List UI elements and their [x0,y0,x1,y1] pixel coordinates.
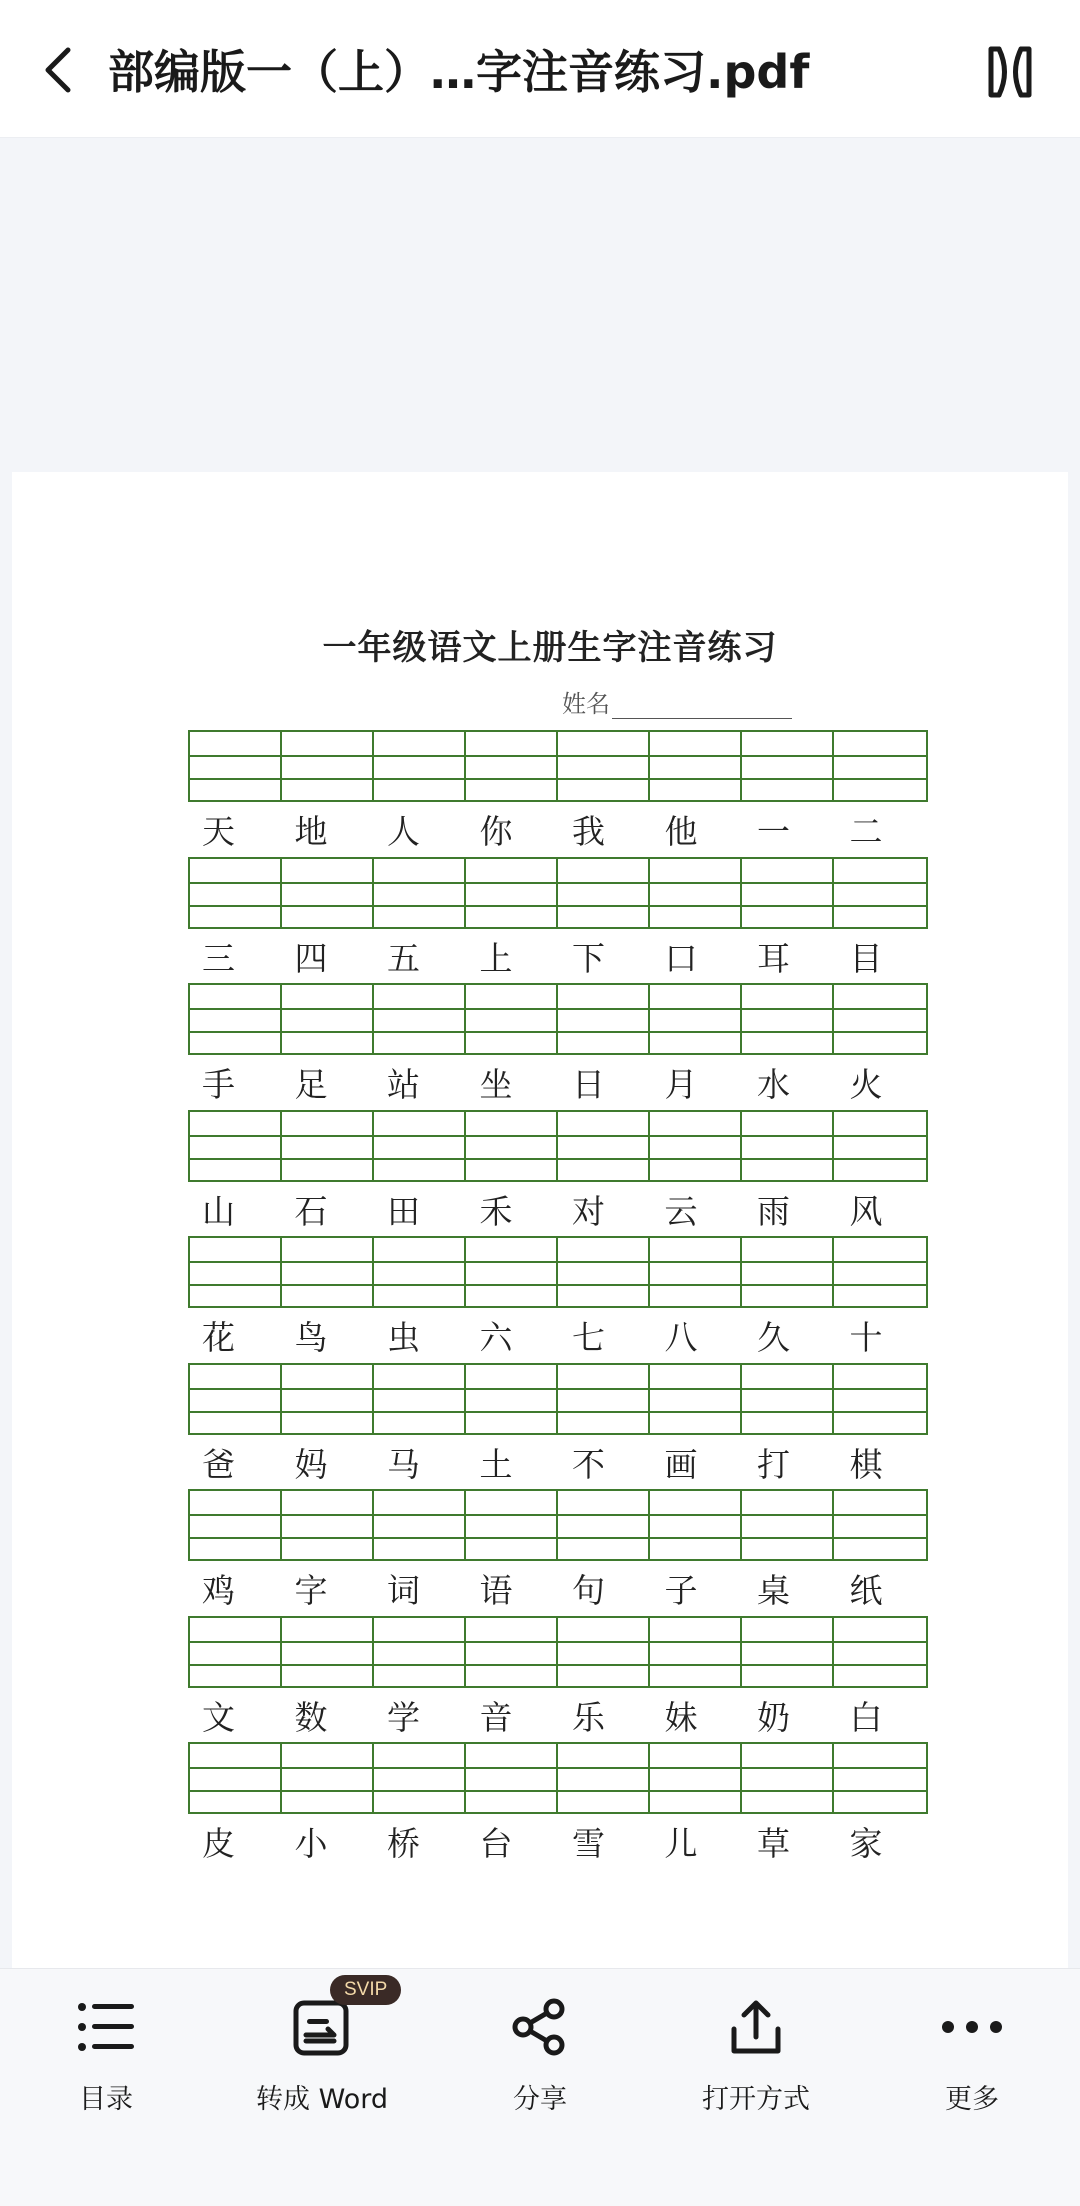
pinyin-cell [650,859,742,927]
hanzi-character: 鸟 [294,1318,328,1357]
hanzi-character: 数 [294,1697,328,1737]
toc-label: 目录 [79,2084,133,2115]
pinyin-grid [188,1363,928,1435]
pinyin-grid [188,1616,928,1688]
hanzi-character: 花 [202,1318,235,1357]
hanzi-character: 天 [202,812,235,851]
svip-badge: SVIP [330,1975,401,2005]
hanzi-character: 文 [202,1697,235,1737]
character-row [188,1190,928,1234]
hanzi-character: 我 [572,812,605,851]
hanzi-character: 音 [479,1697,513,1737]
hanzi-character: 上 [479,938,513,978]
hanzi-character: 句 [572,1571,605,1610]
hanzi-character: 桌 [757,1571,790,1610]
pinyin-cell [374,1238,466,1306]
hanzi-character: 十 [849,1318,883,1357]
pinyin-cell [742,732,834,800]
hanzi-character: 二 [849,812,883,851]
pinyin-cell [190,1618,282,1686]
pinyin-cell [742,1744,834,1812]
pinyin-cell [558,1744,650,1812]
pinyin-cell [834,1238,926,1306]
pinyin-cell [190,1491,282,1559]
list-icon [70,1991,142,2063]
hanzi-character: 三 [202,938,235,978]
hanzi-character: 妹 [664,1697,698,1737]
pinyin-grid [188,1110,928,1182]
hanzi-character: 家 [849,1824,883,1863]
pinyin-cell [374,985,466,1053]
pinyin-cell [650,1112,742,1180]
pinyin-cell [190,1365,282,1433]
hanzi-character: 子 [664,1571,698,1610]
hanzi-character: 日 [572,1065,605,1104]
character-row [188,1696,928,1740]
hanzi-character: 马 [387,1444,420,1484]
pdf-page[interactable] [12,472,1068,1968]
hanzi-character: 字 [294,1571,328,1610]
hanzi-character: 你 [479,812,513,851]
hanzi-character: 对 [572,1191,605,1231]
hanzi-character: 云 [664,1191,698,1231]
hanzi-character: 棋 [849,1444,883,1484]
hanzi-character: 皮 [202,1824,235,1863]
hanzi-character: 桥 [387,1824,420,1863]
pinyin-cell [190,1112,282,1180]
pinyin-cell [282,1491,374,1559]
pinyin-grid [188,1236,928,1308]
pinyin-cell [742,1618,834,1686]
pinyin-cell [834,1491,926,1559]
character-row [188,1443,928,1487]
hanzi-character: 八 [664,1318,698,1357]
hanzi-character: 爸 [202,1444,235,1484]
pinyin-cell [282,1238,374,1306]
pinyin-cell [374,1365,466,1433]
hanzi-character: 地 [294,812,328,851]
hanzi-character: 语 [479,1571,513,1610]
character-row [188,810,928,854]
hanzi-character: 坐 [479,1065,513,1104]
pinyin-grid [188,1489,928,1561]
hanzi-character: 不 [572,1444,605,1484]
pinyin-grid [188,857,928,929]
pinyin-cell [834,859,926,927]
hanzi-character: 水 [757,1065,790,1104]
pinyin-cell [282,985,374,1053]
hanzi-character: 火 [849,1065,883,1104]
hanzi-character: 打 [757,1444,790,1484]
pinyin-cell [282,859,374,927]
pinyin-cell [650,1365,742,1433]
hanzi-character: 久 [757,1318,790,1357]
more-button[interactable] [872,1991,1072,2141]
pinyin-cell [282,732,374,800]
hanzi-character: 石 [294,1191,328,1231]
pinyin-cell [650,1238,742,1306]
character-row [188,1569,928,1613]
convert-word-button[interactable] [222,1979,422,2141]
share-button[interactable] [440,1991,640,2141]
character-row [188,1822,928,1866]
name-field [562,684,792,719]
hanzi-character: 草 [757,1824,790,1863]
hanzi-character: 奶 [757,1697,790,1737]
pinyin-cell [834,1365,926,1433]
chevron-left-icon [38,44,78,96]
pinyin-cell [282,1618,374,1686]
pinyin-cell [650,732,742,800]
hanzi-character: 雪 [572,1824,605,1863]
pinyin-cell [834,1618,926,1686]
pinyin-cell [742,1238,834,1306]
document-title: 部编版一（上）…字注音练习.pdf [108,45,810,99]
top-bar [0,0,1080,138]
pinyin-cell [374,1491,466,1559]
pinyin-cell [650,1491,742,1559]
hanzi-character: 田 [387,1191,420,1231]
pinyin-grid [188,1742,928,1814]
hanzi-character: 学 [387,1697,420,1737]
pinyin-cell [282,1112,374,1180]
pinyin-cell [558,985,650,1053]
hanzi-character: 禾 [479,1191,513,1231]
character-row [188,1316,928,1360]
open-with-button[interactable] [656,1991,856,2141]
pinyin-cell [834,985,926,1053]
pinyin-cell [558,1365,650,1433]
hanzi-character: 耳 [757,938,790,978]
hanzi-character: 四 [294,938,328,978]
pinyin-cell [834,1112,926,1180]
pinyin-cell [558,859,650,927]
convert-word-icon [286,1979,388,2063]
hanzi-character: 七 [572,1318,605,1357]
pinyin-cell [466,1238,558,1306]
pinyin-cell [190,1744,282,1812]
pinyin-cell [558,1238,650,1306]
pinyin-cell [190,985,282,1053]
hanzi-character: 妈 [294,1444,328,1484]
pinyin-cell [834,1744,926,1812]
hanzi-character: 台 [479,1824,513,1863]
pinyin-cell [374,732,466,800]
bottom-toolbar [0,1968,1080,2206]
hanzi-character: 白 [849,1697,883,1737]
hanzi-character: 五 [387,938,420,978]
pinyin-cell [834,732,926,800]
hanzi-character: 月 [664,1065,698,1104]
pinyin-cell [742,1491,834,1559]
pinyin-cell [374,1744,466,1812]
fullscreen-icon [985,45,1035,99]
pinyin-cell [558,1491,650,1559]
pinyin-cell [466,1618,558,1686]
hanzi-character: 手 [202,1065,235,1104]
pinyin-cell [282,1744,374,1812]
pinyin-cell [650,985,742,1053]
pinyin-cell [190,732,282,800]
hanzi-character: 一 [757,812,790,851]
hanzi-character: 足 [294,1065,328,1104]
fullscreen-button[interactable] [982,44,1038,100]
share-icon [504,1991,576,2063]
pinyin-cell [282,1365,374,1433]
pinyin-cell [650,1744,742,1812]
back-button[interactable] [30,40,86,100]
hanzi-character: 画 [664,1444,698,1484]
hanzi-character: 儿 [664,1824,698,1863]
pinyin-cell [742,1365,834,1433]
hanzi-character: 风 [849,1191,883,1231]
hanzi-character: 站 [387,1065,420,1104]
pinyin-cell [466,985,558,1053]
toc-button[interactable] [6,1991,206,2141]
name-label: 姓名 [562,690,610,718]
pinyin-cell [650,1618,742,1686]
pinyin-cell [190,859,282,927]
more-icon [936,1991,1008,2063]
hanzi-character: 鸡 [202,1571,235,1610]
open-with-label: 打开方式 [702,2084,810,2115]
character-row [188,937,928,981]
pinyin-cell [742,1112,834,1180]
hanzi-character: 口 [664,938,698,978]
hanzi-character: 目 [849,938,883,978]
hanzi-character: 小 [294,1824,328,1863]
worksheet-title: 一年级语文上册生字注音练习 [322,628,778,668]
character-row [188,1063,928,1107]
pinyin-cell [190,1238,282,1306]
hanzi-character: 词 [387,1571,420,1610]
hanzi-character: 土 [479,1444,513,1484]
pinyin-cell [558,1112,650,1180]
hanzi-character: 纸 [849,1571,883,1610]
pinyin-cell [466,1112,558,1180]
hanzi-character: 山 [202,1191,235,1231]
more-label: 更多 [945,2084,999,2115]
share-label: 分享 [513,2084,567,2115]
pinyin-cell [466,1491,558,1559]
pinyin-cell [742,985,834,1053]
pinyin-cell [466,859,558,927]
hanzi-character: 六 [479,1318,513,1357]
hanzi-character: 虫 [387,1318,420,1357]
convert-word-label: 转成 Word [256,2084,388,2115]
pinyin-cell [558,1618,650,1686]
pinyin-cell [742,859,834,927]
hanzi-character: 雨 [757,1191,790,1231]
pinyin-grid [188,730,928,802]
pinyin-cell [374,1618,466,1686]
pinyin-cell [466,1744,558,1812]
pinyin-cell [374,859,466,927]
pinyin-cell [374,1112,466,1180]
pinyin-cell [466,732,558,800]
name-blank-line [612,695,792,719]
pinyin-grid [188,983,928,1055]
open-with-icon [720,1991,792,2063]
pinyin-cell [466,1365,558,1433]
hanzi-character: 乐 [572,1697,605,1737]
hanzi-character: 他 [664,812,698,851]
pinyin-cell [558,732,650,800]
hanzi-character: 人 [387,812,420,851]
hanzi-character: 下 [572,938,605,978]
